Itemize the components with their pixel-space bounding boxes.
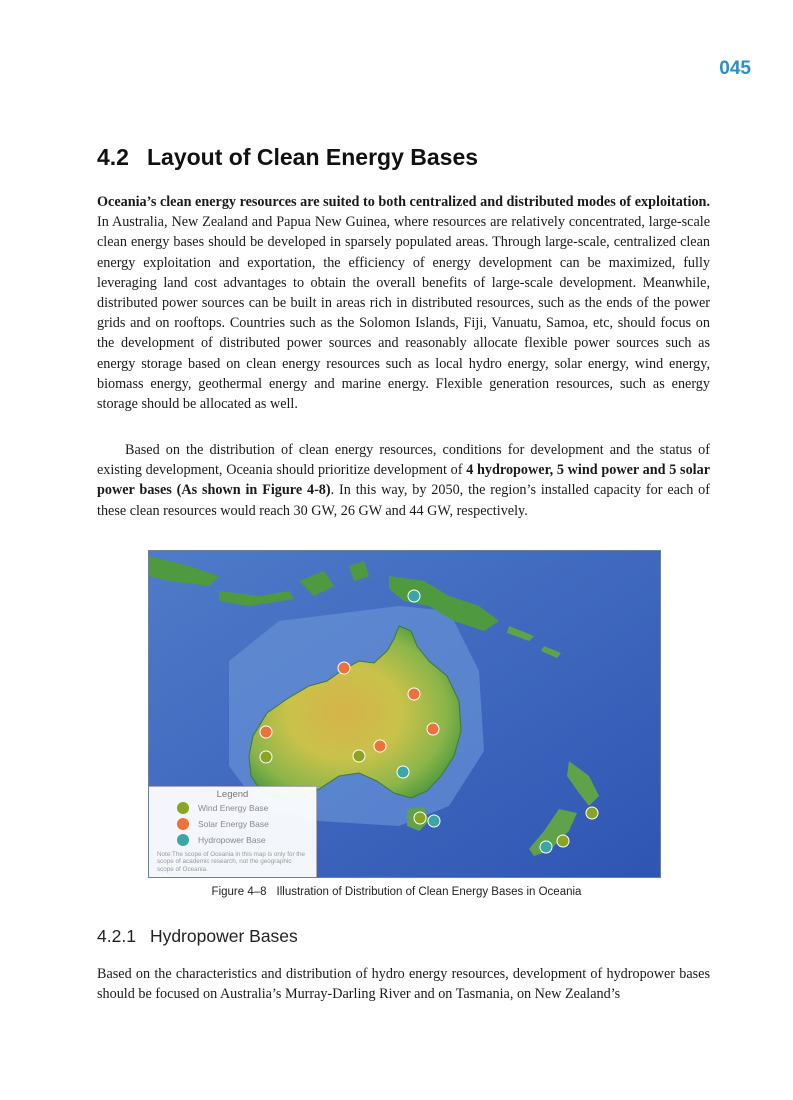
paragraph-bases-bold: 4 hydropower, 5 wind power and 5 solar power bases (As shown in Figure 4-8) bbox=[97, 462, 710, 499]
paragraph-intro-text: In Australia, New Zealand and Papua New Guinea, where resources are relatively concentrated, large-scale clean energy bases should be developed in sparsely populated areas. Through large-scale, centralized clean energy exploitation and exportation, the efficiency of energy development can be maximized, fully leveraging land cost advantages to obtain the overall benefits of large-scale development. Meanwhile, distributed power sources can be built in areas rich in distributed resources, such as the ends of the power grids and on rooftops. Countries such as the Solomon Islands, Fiji, Vanuatu, Samoa, etc, should focus on the development of distributed power sources and reasonably allocate flexible power sources such as energy storage based on clean energy resources such as local hydro energy, solar energy, wind energy, biomass energy, geothermal energy and marine energy. Flexible generation resources, such as energy storage should be allocated as well. bbox=[97, 214, 710, 413]
page-number: 045 bbox=[719, 58, 751, 79]
legend-note: Note:The scope of Oceania in this map is only for the scope of academic research, not the geographic scope of Oceania. bbox=[157, 851, 306, 873]
legend-item-solar bbox=[149, 816, 316, 832]
legend-label-solar: Solar Energy Base bbox=[198, 819, 269, 829]
legend-label-hydro: Hydropower Base bbox=[198, 835, 266, 845]
hydropower-base-marker bbox=[540, 841, 552, 853]
oceania-energy-map-figure bbox=[148, 550, 661, 878]
wind-turbine-icon bbox=[177, 802, 189, 814]
subsection-title-text: Hydropower Bases bbox=[149, 926, 298, 946]
wind-energy-base-marker bbox=[557, 835, 569, 847]
wind-energy-base-marker bbox=[414, 812, 426, 824]
subsection-number: 4.2.1 bbox=[97, 926, 136, 946]
wind-energy-base-marker bbox=[586, 807, 598, 819]
wind-energy-base-marker bbox=[260, 751, 272, 763]
paragraph-hydropower: Based on the characteristics and distribution of hydro energy resources, development of hydropower bases should be focused on Australia’s Murray-Darling River and on Tasmania, on New Zealand’s bbox=[97, 966, 710, 1003]
solar-energy-base-marker bbox=[427, 723, 439, 735]
paragraph-intro bbox=[97, 192, 710, 414]
legend-label-wind: Wind Energy Base bbox=[198, 803, 269, 813]
hydropower-base-marker bbox=[408, 590, 420, 602]
figure-caption-label: Figure 4–8 bbox=[211, 886, 267, 898]
paragraph-bases-text-b: . In this way, by 2050, the region’s installed capacity for each of these clean resources would reach 30 GW, 26 GW and 44 GW, respectively. bbox=[97, 482, 710, 519]
hydropower-base-marker bbox=[397, 766, 409, 778]
solar-energy-base-marker bbox=[408, 688, 420, 700]
solar-energy-base-marker bbox=[374, 740, 386, 752]
figure-caption-text: Illustration of Distribution of Clean Energy Bases in Oceania bbox=[276, 886, 582, 898]
solar-energy-base-marker bbox=[260, 726, 272, 738]
paragraph-bases bbox=[97, 440, 710, 521]
section-title-text: Layout of Clean Energy Bases bbox=[146, 144, 479, 170]
figure-caption bbox=[0, 886, 793, 898]
legend-item-wind bbox=[149, 800, 316, 816]
legend-title: Legend bbox=[216, 789, 249, 800]
section-title bbox=[97, 144, 478, 171]
hydro-dam-icon bbox=[177, 834, 189, 846]
hydropower-base-marker bbox=[428, 815, 440, 827]
solar-energy-base-marker bbox=[338, 662, 350, 674]
solar-panel-icon bbox=[177, 818, 189, 830]
legend-item-hydro bbox=[149, 832, 316, 848]
section-number: 4.2 bbox=[97, 144, 129, 170]
wind-energy-base-marker bbox=[353, 750, 365, 762]
subsection-title bbox=[97, 926, 298, 947]
paragraph-bases-text-a: Based on the distribution of clean energy resources, conditions for development and the status of existing development, Oceania should prioritize development of bbox=[97, 442, 710, 479]
paragraph-intro-lead: Oceania’s clean energy resources are suited to both centralized and distributed modes of exploitation. bbox=[97, 194, 710, 210]
map-legend bbox=[149, 786, 317, 877]
